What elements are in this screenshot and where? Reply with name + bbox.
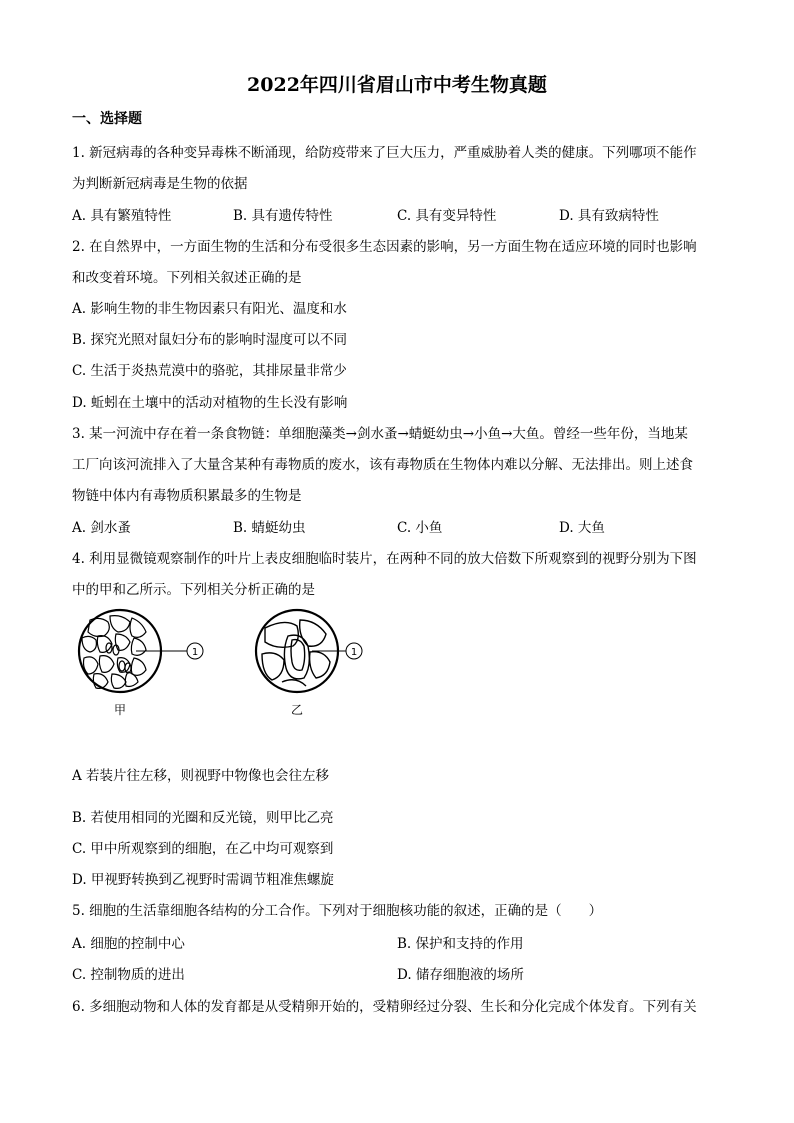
view-yi [256,610,362,717]
q3-stem-line-2: 工厂向该河流排入了大量含某种有毒物质的废水，该有毒物质在生物体内难以分解、无法排出。则上述食 [72,457,693,473]
q1-option-a: A. 具有繁殖特性 [72,208,172,224]
q3-stem-line-1: 3. 某一河流中存在着一条食物链：单细胞藻类→剑水蚤→蜻蜓幼虫→小鱼→大鱼。曾经一些年份，当地某 [72,426,688,442]
label-yi: 乙 [290,703,304,717]
q1-option-c: C. 具有变异特性 [397,208,497,224]
q3-stem-line-3: 物链中体内有毒物质积累最多的生物是 [72,488,302,504]
q2-option-a: A. 影响生物的非生物因素只有阳光、温度和水 [72,301,347,317]
q6-stem-line-1: 6. 多细胞动物和人体的发育都是从受精卵开始的，受精卵经过分裂、生长和分化完成个体发育。下列有关 [72,999,697,1015]
marker-1-jia: 1 [191,647,199,658]
q2-option-b: B. 探究光照对鼠妇分布的影响时湿度可以不同 [72,332,348,348]
q4-option-d: D. 甲视野转换到乙视野时需调节粗准焦螺旋 [72,872,334,888]
q2-stem-line-2: 和改变着环境。下列相关叙述正确的是 [72,270,302,286]
q5-option-d: D. 储存细胞液的场所 [397,967,524,983]
q3-option-c: C. 小鱼 [397,520,443,536]
q4-option-a: A 若装片往左移，则视野中物像也会往左移 [72,768,330,784]
q2-option-c: C. 生活于炎热荒漠中的骆驼，其排尿量非常少 [72,363,347,379]
q3-option-b: B. 蜻蜓幼虫 [233,520,306,536]
q1-option-d: D. 具有致病特性 [559,208,659,224]
q2-option-d: D. 蚯蚓在土壤中的活动对植物的生长没有影响 [72,395,348,411]
marker-1-yi: 1 [350,647,358,658]
q4-option-b: B. 若使用相同的光圈和反光镜，则甲比乙亮 [72,810,334,826]
q3-option-d: D. 大鱼 [559,520,605,536]
q4-stem-line-1: 4. 利用显微镜观察制作的叶片上表皮细胞临时装片，在两种不同的放大倍数下所观察到的视野分别为下图 [72,551,697,567]
q1-stem-line-2: 为判断新冠病毒是生物的依据 [72,176,248,192]
q4-option-c: C. 甲中所观察到的细胞，在乙中均可观察到 [72,841,334,857]
q1-stem-line-1: 1. 新冠病毒的各种变异毒株不断涌现，给防疫带来了巨大压力，严重威胁着人类的健康。下列哪项不能作 [72,145,697,161]
q1-option-b: B. 具有遗传特性 [233,208,333,224]
label-jia: 甲 [113,703,127,717]
view-jia [79,610,203,717]
q3-option-a: A. 剑水蚤 [72,520,131,536]
page-title: 2022年四川省眉山市中考生物真题 [247,74,547,96]
microscope-figure [60,608,380,728]
q5-option-b: B. 保护和支持的作用 [397,936,524,952]
q5-stem-line-1: 5. 细胞的生活靠细胞各结构的分工合作。下列对于细胞核功能的叙述，正确的是（ ） [72,903,603,919]
q5-option-c: C. 控制物质的进出 [72,967,185,983]
q2-stem-line-1: 2. 在自然界中，一方面生物的生活和分布受很多生态因素的影响，另一方面生物在适应环境的同时也影响 [72,239,697,255]
section-heading: 一、选择题 [72,111,142,127]
q5-option-a: A. 细胞的控制中心 [72,936,185,952]
q4-stem-line-2: 中的甲和乙所示。下列相关分析正确的是 [72,582,315,598]
